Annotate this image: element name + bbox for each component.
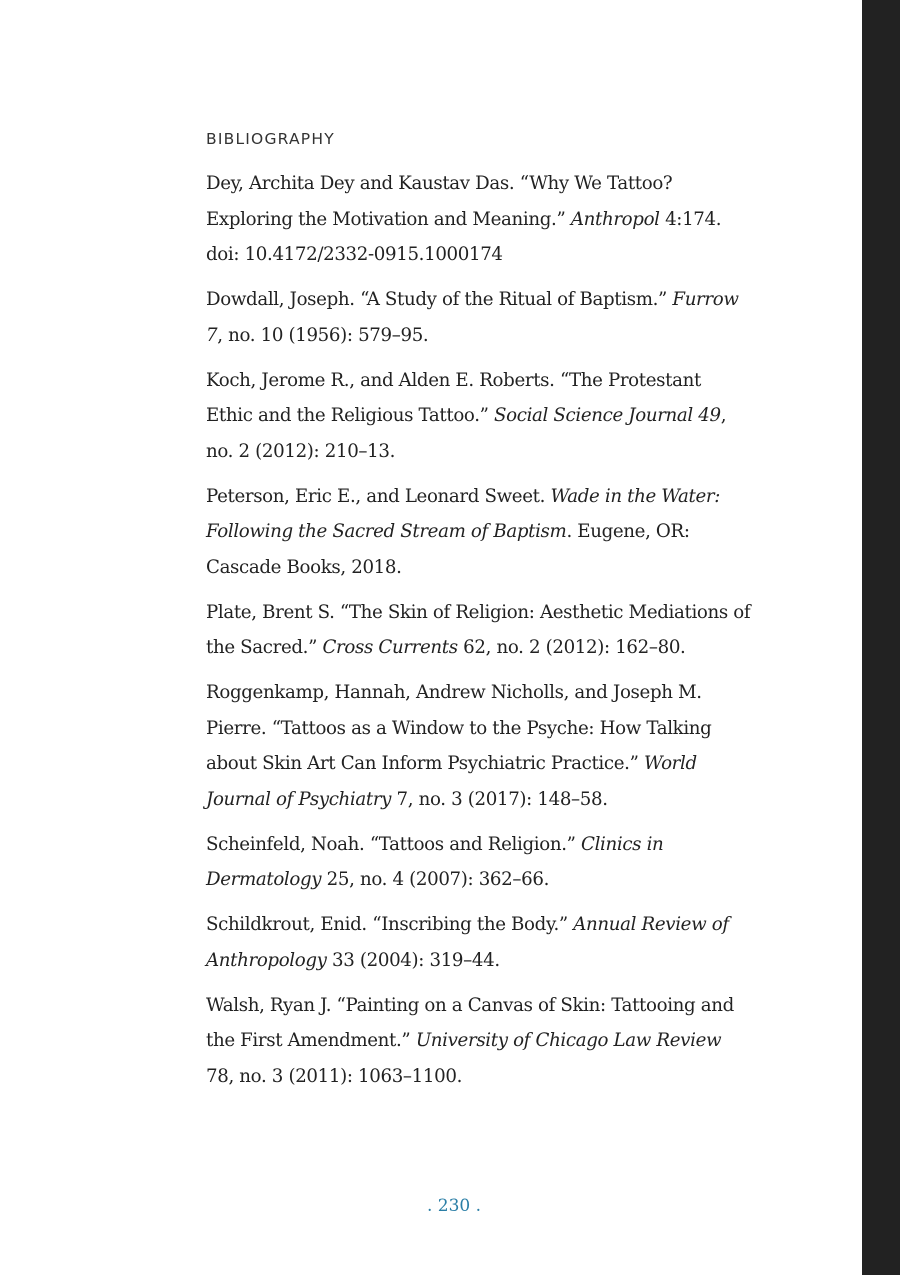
entry-text: Dowdall, Joseph. “A Study of the Ritual of Baptism.” xyxy=(206,289,673,310)
entry-text: Plate, Brent S. “The Skin of Religion: Aesthetic Mediations of xyxy=(206,601,751,623)
bibliography-entry xyxy=(206,907,806,978)
entry-line xyxy=(206,827,806,863)
entry-text: Cascade Books, 2018. xyxy=(206,556,402,578)
italic-title: 7 xyxy=(206,324,218,346)
entry-text: Dey, Archita Dey and Kaustav Das. “Why We Tattoo? xyxy=(206,173,673,194)
entry-line xyxy=(206,550,806,586)
bibliography-entry xyxy=(206,675,806,817)
bibliography-list xyxy=(206,166,806,1104)
entry-line xyxy=(206,595,806,631)
entry-text: Exploring the Motivation and Meaning.” xyxy=(206,208,571,230)
entry-text: Scheinfeld, Noah. “Tattoos and Religion.” xyxy=(206,833,581,855)
entry-text: 78, no. 3 (2011): 1063–1100. xyxy=(206,1065,462,1087)
italic-title: Anthropol xyxy=(570,208,660,230)
entry-text: 7, no. 3 (2017): 148–58. xyxy=(391,788,608,810)
entry-line xyxy=(206,746,806,782)
entry-line xyxy=(206,675,806,711)
entry-line xyxy=(206,1059,806,1095)
entry-text: about Skin Art Can Inform Psychiatric Practice.” xyxy=(206,753,644,774)
italic-title: Annual Review of xyxy=(573,914,729,935)
entry-line xyxy=(206,479,806,515)
bibliography-entry xyxy=(206,827,806,898)
entry-line xyxy=(206,782,806,818)
entry-text: Roggenkamp, Hannah, Andrew Nicholls, and Joseph M. xyxy=(206,682,702,703)
entry-line xyxy=(206,630,806,666)
entry-text: , no. 10 (1956): 579–95. xyxy=(217,324,429,346)
section-header: BIBLIOGRAPHY xyxy=(206,130,335,148)
italic-title: Wade in the Water: xyxy=(550,485,721,507)
italic-title: Clinics in xyxy=(581,833,664,855)
entry-text: no. 2 (2012): 210–13. xyxy=(206,440,396,462)
entry-text: doi: 10.4172/2332-0915.1000174 xyxy=(206,244,503,265)
italic-title: Following the Sacred Stream of Baptism xyxy=(206,521,567,542)
entry-text: . Eugene, OR: xyxy=(566,521,690,542)
entry-text: 4:174. xyxy=(659,208,722,230)
entry-line xyxy=(206,1023,806,1059)
italic-title: Anthropology xyxy=(206,949,327,971)
entry-text: Ethic and the Religious Tattoo.” xyxy=(206,405,495,426)
entry-text: the Sacred.” xyxy=(206,637,323,658)
entry-line xyxy=(206,318,806,354)
italic-title: Cross Currents xyxy=(322,637,458,658)
italic-title: Furrow xyxy=(672,289,739,310)
entry-text: Schildkrout, Enid. “Inscribing the Body.” xyxy=(206,914,574,935)
entry-text: Walsh, Ryan J. “Painting on a Canvas of Skin: Tattooing and xyxy=(206,994,734,1016)
entry-line xyxy=(206,398,806,434)
entry-line xyxy=(206,434,806,470)
entry-text: the First Amendment.” xyxy=(206,1030,416,1051)
entry-text: Pierre. “Tattoos as a Window to the Psyche: How Talking xyxy=(206,717,712,739)
entry-text: 25, no. 4 (2007): 362–66. xyxy=(321,869,549,890)
entry-line xyxy=(206,282,806,318)
bibliography-entry xyxy=(206,282,806,353)
italic-title: Journal of Psychiatry xyxy=(206,788,392,810)
italic-title: Dermatology xyxy=(206,869,322,890)
entry-text: 33 (2004): 319–44. xyxy=(326,949,500,971)
entry-line xyxy=(206,237,806,273)
entry-line xyxy=(206,202,806,238)
entry-line xyxy=(206,711,806,747)
entry-text: 62, no. 2 (2012): 162–80. xyxy=(457,637,686,658)
entry-line xyxy=(206,862,806,898)
bibliography-entry xyxy=(206,988,806,1095)
entry-text: Koch, Jerome R., and Alden E. Roberts. “The Protestant xyxy=(206,369,701,391)
italic-title: World xyxy=(643,753,697,774)
entry-line xyxy=(206,943,806,979)
entry-text: Peterson, Eric E., and Leonard Sweet. xyxy=(206,485,551,507)
page-number: . 230 . xyxy=(426,1196,482,1216)
entry-text: , xyxy=(720,405,727,426)
entry-line xyxy=(206,514,806,550)
entry-line xyxy=(206,166,806,202)
bibliography-entry xyxy=(206,363,806,470)
bibliography-entry xyxy=(206,166,806,273)
bibliography-entry xyxy=(206,479,806,586)
entry-line xyxy=(206,988,806,1024)
dark-side-bar xyxy=(862,0,900,1275)
italic-title: Social Science Journal 49 xyxy=(494,405,721,426)
italic-title: University of Chicago Law Review xyxy=(415,1030,722,1051)
bibliography-entry xyxy=(206,595,806,666)
entry-line xyxy=(206,363,806,399)
entry-line xyxy=(206,907,806,943)
